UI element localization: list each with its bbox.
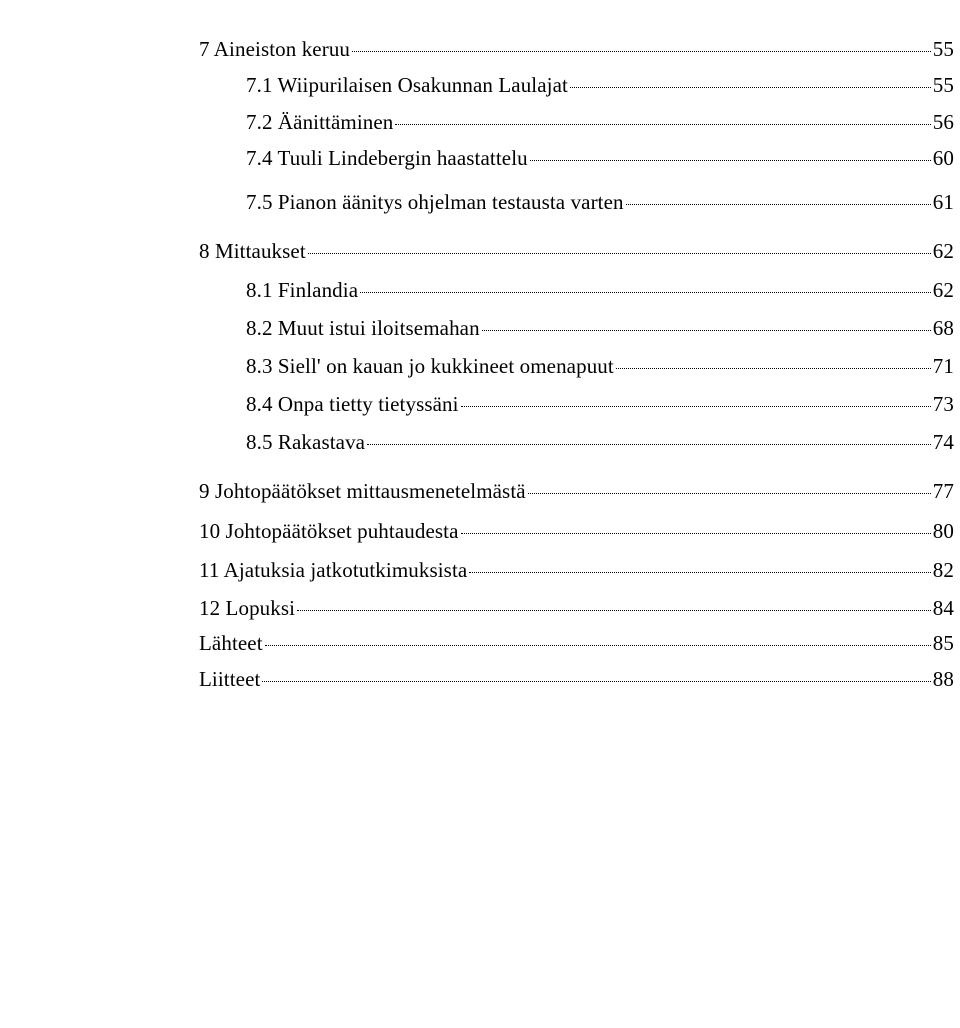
toc-entry-chapter-11[interactable] [199, 558, 954, 592]
toc-entry-title: 8.3 Siell' on kauan jo kukkineet omenapuut [246, 354, 614, 378]
dot-leader [482, 330, 931, 331]
toc-entry-title: 7.2 Äänittäminen [246, 110, 394, 134]
dot-leader [308, 253, 931, 254]
toc-entry-page: 55 [932, 73, 954, 97]
toc-entry-title: 10 Johtopäätökset puhtaudesta [199, 519, 459, 543]
toc-entry-title: 11 Ajatuksia jatkotutkimuksista [199, 558, 468, 582]
toc-entry-page: 88 [932, 667, 954, 691]
toc-entry-title: 9 Johtopäätökset mittausmenetelmästä [199, 479, 526, 503]
toc-entry-chapter-9[interactable] [199, 479, 954, 513]
toc-entry-page: 71 [932, 354, 954, 378]
dot-leader [616, 368, 931, 369]
toc-entry-chapter-12[interactable] [199, 596, 954, 630]
dot-leader [461, 406, 931, 407]
toc-entry-chapter-10[interactable] [199, 519, 954, 553]
dot-leader [262, 681, 930, 682]
toc-entry-title: 7.1 Wiipurilaisen Osakunnan Laulajat [246, 73, 568, 97]
toc-entry-page: 85 [932, 631, 954, 655]
dot-leader [297, 610, 931, 611]
toc-entry-page: 77 [932, 479, 954, 503]
toc-entry-references[interactable] [199, 631, 954, 665]
toc-entry-page: 84 [932, 596, 954, 620]
toc-entry-title: 7.5 Pianon äänitys ohjelman testausta varten [246, 190, 624, 214]
toc-entry-page: 82 [932, 558, 954, 582]
dot-leader [528, 493, 931, 494]
dot-leader [395, 124, 930, 125]
toc-entry-page: 60 [932, 146, 954, 170]
dot-leader [626, 204, 931, 205]
toc-entry-7-2[interactable] [246, 110, 954, 144]
dot-leader [360, 292, 931, 293]
toc-entry-7-1[interactable] [246, 73, 954, 107]
toc-entry-title: 7.4 Tuuli Lindebergin haastattelu [246, 146, 528, 170]
dot-leader [530, 160, 931, 161]
toc-entry-8-4[interactable] [246, 392, 954, 426]
toc-entry-page: 62 [932, 239, 954, 263]
toc-entry-8-3[interactable] [246, 354, 954, 388]
toc-entry-7-4[interactable] [246, 146, 954, 180]
toc-entry-title: Lähteet [199, 631, 263, 655]
dot-leader [367, 444, 931, 445]
toc-entry-8-2[interactable] [246, 316, 954, 350]
dot-leader [352, 51, 931, 52]
toc-entry-title: 8.4 Onpa tietty tietyssäni [246, 392, 459, 416]
toc-entry-title: 8.1 Finlandia [246, 278, 359, 302]
toc-entry-8-5[interactable] [246, 430, 954, 464]
toc-entry-page: 80 [932, 519, 954, 543]
toc-entry-page: 56 [932, 110, 954, 134]
dot-leader [469, 572, 930, 573]
toc-entry-chapter-8[interactable] [199, 239, 954, 273]
toc-entry-page: 68 [932, 316, 954, 340]
toc-entry-page: 74 [932, 430, 954, 454]
dot-leader [570, 87, 931, 88]
toc-entry-chapter-7[interactable] [199, 37, 954, 71]
toc-entry-7-5[interactable] [246, 190, 954, 224]
toc-entry-title: 8.5 Rakastava [246, 430, 366, 454]
toc-entry-page: 61 [932, 190, 954, 214]
toc-entry-title: 8.2 Muut istui iloitsemahan [246, 316, 480, 340]
toc-entry-title: Liitteet [199, 667, 261, 691]
dot-leader [265, 645, 931, 646]
toc-entry-appendices[interactable] [199, 667, 954, 701]
toc-entry-page: 73 [932, 392, 954, 416]
toc-entry-page: 62 [932, 278, 954, 302]
toc-entry-title: 7 Aineiston keruu [199, 37, 351, 61]
toc-entry-title: 12 Lopuksi [199, 596, 296, 620]
toc-entry-8-1[interactable] [246, 278, 954, 312]
dot-leader [461, 533, 931, 534]
toc-entry-title: 8 Mittaukset [199, 239, 306, 263]
toc-entry-page: 55 [932, 37, 954, 61]
